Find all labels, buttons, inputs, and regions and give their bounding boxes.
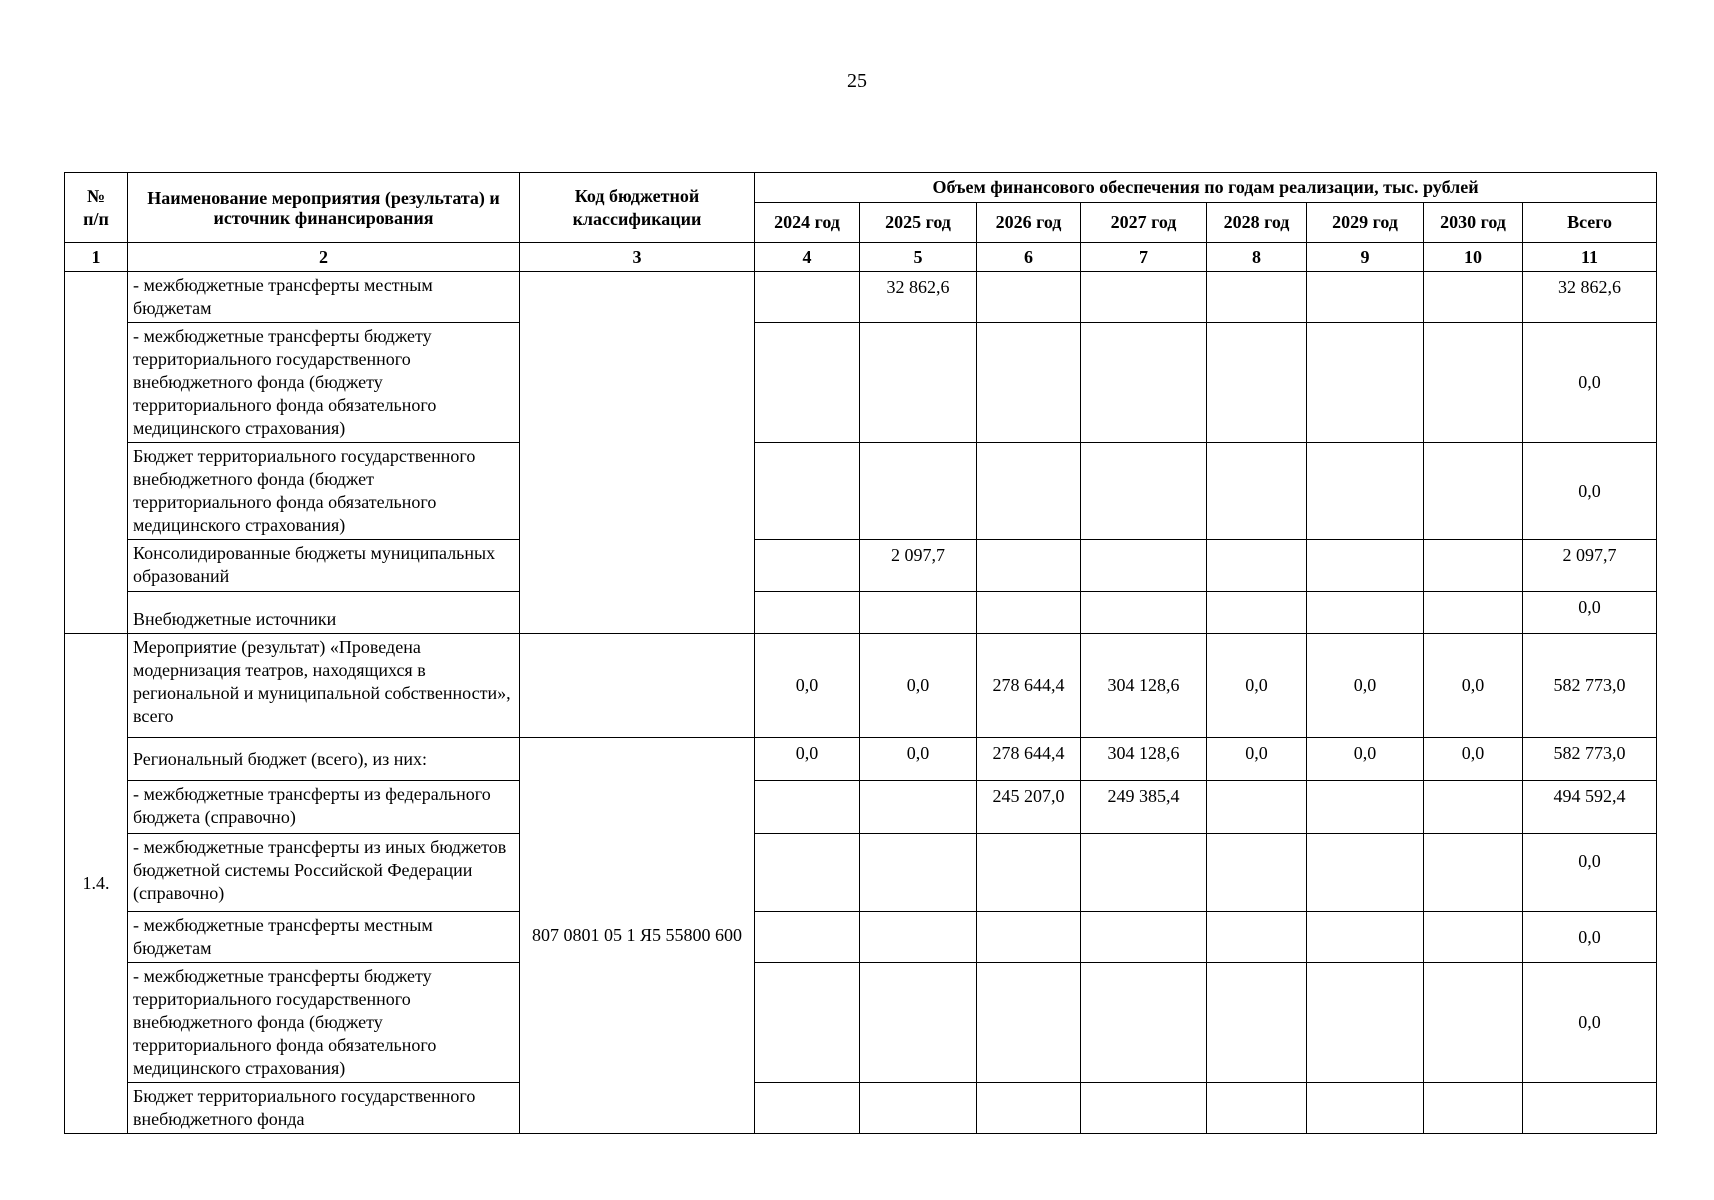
header-name: Наименование мероприятия (результата) и источник финансирования: [128, 173, 520, 243]
value-cell: 249 385,4: [1081, 781, 1207, 834]
column-number: 11: [1523, 243, 1657, 272]
value-cell: [1207, 963, 1307, 1083]
value-cell: [1424, 781, 1523, 834]
table-row: [65, 323, 1657, 443]
column-numbers-row: [65, 243, 1657, 272]
value-cell: [1081, 323, 1207, 443]
value-cell: [977, 1083, 1081, 1134]
value-cell: 0,0: [1307, 738, 1424, 781]
value-cell: [860, 781, 977, 834]
table-row: [65, 634, 1657, 738]
page-number: 25: [847, 70, 867, 92]
value-cell: [755, 443, 860, 540]
header-year: 2028 год: [1207, 203, 1307, 243]
kbk-cell-empty: [520, 634, 755, 738]
header-total: Всего: [1523, 203, 1657, 243]
source-name: Бюджет территориального государственного внебюджетного фонда: [128, 1083, 520, 1134]
value-cell: [860, 443, 977, 540]
header-year: 2025 год: [860, 203, 977, 243]
column-number: 2: [128, 243, 520, 272]
value-cell: [1307, 834, 1424, 912]
value-cell: [1307, 592, 1424, 634]
total-cell: 0,0: [1523, 912, 1657, 963]
column-number: 6: [977, 243, 1081, 272]
header-volume: Объем финансового обеспечения по годам реализации, тыс. рублей: [755, 173, 1657, 203]
value-cell: [1307, 323, 1424, 443]
total-cell: 0,0: [1523, 443, 1657, 540]
total-cell: 582 773,0: [1523, 738, 1657, 781]
value-cell: [860, 592, 977, 634]
source-name: Бюджет территориального государственного внебюджетного фонда (бюджет территориального фонда обязательного медицинского страхования): [128, 443, 520, 540]
column-number: 1: [65, 243, 128, 272]
value-cell: [1081, 592, 1207, 634]
value-cell: [977, 323, 1081, 443]
value-cell: [1081, 963, 1207, 1083]
value-cell: [1424, 443, 1523, 540]
value-cell: [1207, 272, 1307, 323]
source-name: Консолидированные бюджеты муниципальных образований: [128, 540, 520, 592]
column-number: 4: [755, 243, 860, 272]
value-cell: 0,0: [1424, 738, 1523, 781]
value-cell: [1424, 272, 1523, 323]
value-cell: [755, 592, 860, 634]
value-cell: [977, 540, 1081, 592]
value-cell: [755, 912, 860, 963]
column-number: 8: [1207, 243, 1307, 272]
value-cell: 0,0: [1207, 634, 1307, 738]
value-cell: [1207, 912, 1307, 963]
value-cell: [1424, 963, 1523, 1083]
value-cell: [1307, 781, 1424, 834]
source-name: Внебюджетные источники: [128, 592, 520, 634]
value-cell: [1307, 443, 1424, 540]
header-year: 2024 год: [755, 203, 860, 243]
value-cell: [755, 781, 860, 834]
column-number: 7: [1081, 243, 1207, 272]
value-cell: 0,0: [1307, 634, 1424, 738]
header-year: 2030 год: [1424, 203, 1523, 243]
table-row: [65, 592, 1657, 634]
value-cell: [977, 834, 1081, 912]
value-cell: [755, 272, 860, 323]
table-row: [65, 963, 1657, 1083]
value-cell: [1523, 1083, 1657, 1134]
value-cell: [977, 592, 1081, 634]
source-name: - межбюджетные трансферты местным бюджетам: [128, 272, 520, 323]
value-cell: [1081, 912, 1207, 963]
table-row: [65, 272, 1657, 323]
table-row: [65, 834, 1657, 912]
value-cell: [860, 1083, 977, 1134]
total-cell: 0,0: [1523, 963, 1657, 1083]
table-row: [65, 1083, 1657, 1134]
value-cell: 0,0: [755, 634, 860, 738]
value-cell: [1207, 540, 1307, 592]
source-name: - межбюджетные трансферты бюджету территориального государственного внебюджетного фонда (бюджету территориального фонда обязательного медицинского страхования): [128, 963, 520, 1083]
value-cell: [1081, 540, 1207, 592]
source-name: Мероприятие (результат) «Проведена модернизация театров, находящихся в региональной и муниципальной собственности», всего: [128, 634, 520, 738]
value-cell: [1207, 834, 1307, 912]
value-cell: [1424, 834, 1523, 912]
value-cell: 0,0: [860, 738, 977, 781]
item-number: 1.4.: [65, 634, 128, 1134]
column-number: 5: [860, 243, 977, 272]
table-row: [65, 540, 1657, 592]
value-cell: [1424, 540, 1523, 592]
value-cell: [1207, 323, 1307, 443]
value-cell: 0,0: [860, 634, 977, 738]
value-cell: 278 644,4: [977, 634, 1081, 738]
value-cell: [1307, 272, 1424, 323]
table-row: [65, 912, 1657, 963]
source-name: Региональный бюджет (всего), из них:: [128, 738, 520, 781]
kbk-code: 807 0801 05 1 Я5 55800 600: [520, 738, 755, 1134]
column-number: 3: [520, 243, 755, 272]
budget-table: [64, 172, 1657, 1134]
value-cell: [1081, 1083, 1207, 1134]
header-no: № п/п: [65, 173, 128, 243]
value-cell: [860, 834, 977, 912]
value-cell: 278 644,4: [977, 738, 1081, 781]
value-cell: [1081, 443, 1207, 540]
value-cell: [755, 323, 860, 443]
value-cell: [1424, 592, 1523, 634]
header-year: 2029 год: [1307, 203, 1424, 243]
value-cell: [860, 912, 977, 963]
total-cell: 494 592,4: [1523, 781, 1657, 834]
value-cell: [860, 963, 977, 1083]
value-cell: [1207, 592, 1307, 634]
value-cell: 304 128,6: [1081, 738, 1207, 781]
value-cell: [1207, 781, 1307, 834]
total-cell: 0,0: [1523, 323, 1657, 443]
value-cell: 0,0: [1207, 738, 1307, 781]
value-cell: [977, 272, 1081, 323]
total-cell: 2 097,7: [1523, 540, 1657, 592]
value-cell: [1081, 834, 1207, 912]
value-cell: [1424, 1083, 1523, 1134]
value-cell: [1307, 1083, 1424, 1134]
value-cell: [755, 963, 860, 1083]
value-cell: 245 207,0: [977, 781, 1081, 834]
value-cell: [1424, 912, 1523, 963]
column-number: 9: [1307, 243, 1424, 272]
header-kbk: Код бюджетной классификации: [520, 173, 755, 243]
source-name: - межбюджетные трансферты из иных бюджетов бюджетной системы Российской Федерации (справочно): [128, 834, 520, 912]
header-year: 2027 год: [1081, 203, 1207, 243]
column-number: 10: [1424, 243, 1523, 272]
value-cell: [1307, 963, 1424, 1083]
source-name: - межбюджетные трансферты местным бюджетам: [128, 912, 520, 963]
value-cell: [1307, 540, 1424, 592]
total-cell: 0,0: [1523, 592, 1657, 634]
value-cell: 2 097,7: [860, 540, 977, 592]
value-cell: [977, 912, 1081, 963]
value-cell: [1424, 323, 1523, 443]
kbk-cell-empty: [755, 1083, 860, 1134]
total-cell: 32 862,6: [1523, 272, 1657, 323]
value-cell: 0,0: [1424, 634, 1523, 738]
value-cell: [755, 540, 860, 592]
value-cell: [1207, 443, 1307, 540]
value-cell: 32 862,6: [860, 272, 977, 323]
total-cell: 0,0: [1523, 834, 1657, 912]
value-cell: [1081, 272, 1207, 323]
value-cell: [755, 834, 860, 912]
value-cell: [977, 963, 1081, 1083]
source-name: - межбюджетные трансферты из федерального бюджета (справочно): [128, 781, 520, 834]
value-cell: [1207, 1083, 1307, 1134]
value-cell: 304 128,6: [1081, 634, 1207, 738]
header-year: 2026 год: [977, 203, 1081, 243]
table-row: [65, 781, 1657, 834]
table-row: [65, 738, 1657, 781]
value-cell: [1307, 912, 1424, 963]
source-name: - межбюджетные трансферты бюджету территориального государственного внебюджетного фонда (бюджету территориального фонда обязательного медицинского страхования): [128, 323, 520, 443]
item-number-cell: [65, 272, 128, 634]
kbk-cell: [520, 272, 755, 634]
value-cell: [860, 323, 977, 443]
table-row: [65, 443, 1657, 540]
value-cell: 0,0: [755, 738, 860, 781]
value-cell: [977, 443, 1081, 540]
total-cell: 582 773,0: [1523, 634, 1657, 738]
